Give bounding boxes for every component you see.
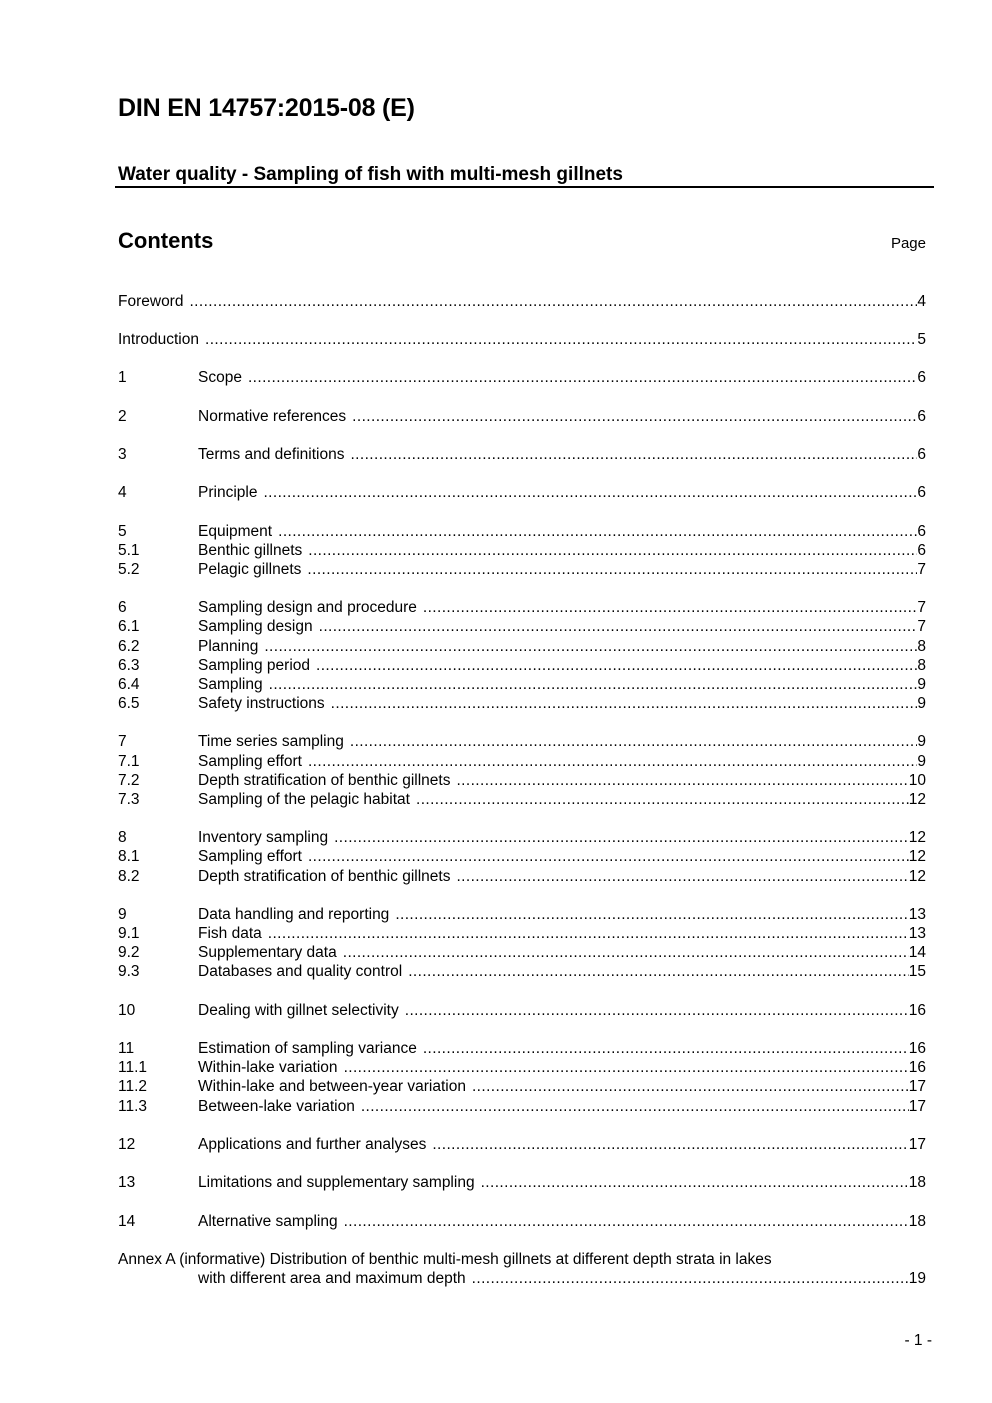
toc-entry[interactable] [118,694,926,714]
document-title: DIN EN 14757:2015-08 (E) [118,94,415,122]
toc-entry[interactable] [118,962,926,982]
toc-leader [268,924,909,944]
toc-entry-title: Scope [198,369,242,386]
toc-entry-title: Normative references [198,408,347,425]
toc-entry-page: 6 [917,484,926,501]
toc-leader [361,1097,909,1117]
toc-entry-page: 9 [917,753,926,770]
toc-entry-page: 13 [908,925,926,942]
toc-entry-title: Within-lake and between-year variation [198,1078,466,1095]
toc-entry[interactable] [118,732,926,752]
toc-entry-title: Depth stratification of benthic gillnets [198,868,451,885]
toc-entry-page: 16 [908,1059,926,1076]
toc-entry[interactable] [118,617,926,637]
toc-leader [350,732,918,752]
toc-entry[interactable] [118,368,926,388]
toc-entry-page: 6 [917,446,926,463]
toc-entry[interactable] [118,1077,926,1097]
toc-entry[interactable] [118,483,926,503]
toc-entry-page: 12 [908,848,926,865]
toc-entry[interactable] [118,522,926,542]
toc-leader [278,522,917,542]
title-divider [115,186,934,188]
toc-leader [456,771,908,791]
toc-entry-number: 6.3 [118,657,140,674]
toc-entry-title: Pelagic gillnets [198,561,302,578]
document-subtitle: Water quality - Sampling of fish with multi-mesh gillnets [118,164,623,185]
toc-entry-title: Sampling effort [198,753,302,770]
toc-entry[interactable] [118,1001,926,1021]
page-column-label: Page [890,235,926,252]
toc-entry-page: 12 [908,868,926,885]
toc-entry-title: Sampling of the pelagic habitat [198,791,410,808]
toc-leader [263,483,917,503]
toc-entry-title: Estimation of sampling variance [198,1040,417,1057]
toc-entry[interactable] [118,752,926,772]
toc-entry-title: Applications and further analyses [198,1136,427,1153]
toc-entry-page: 14 [908,944,926,961]
toc-entry-title: Inventory sampling [198,829,329,846]
toc-leader [264,637,917,657]
toc-entry[interactable] [118,790,926,810]
toc-entry[interactable] [118,637,926,657]
toc-entry-title: Between-lake variation [198,1098,355,1115]
toc-entry-title: Dealing with gillnet selectivity [198,1002,399,1019]
toc-entry[interactable] [118,828,926,848]
toc-entry[interactable] [118,1097,926,1117]
toc-entry-title: Sampling [198,676,263,693]
toc-entry-title: Alternative sampling [198,1213,338,1230]
toc-entry-title: Terms and definitions [198,446,345,463]
toc-entry-number: 7 [118,733,127,750]
toc-leader [472,1269,909,1289]
toc-entry-page: 8 [917,657,926,674]
toc-leader [423,1039,909,1059]
toc-entry-annex-a-continued[interactable] [118,1269,926,1289]
toc-entry-title: Sampling design and procedure [198,599,417,616]
toc-entry-title: Benthic gillnets [198,542,303,559]
toc-entry-page: 6 [917,408,926,425]
toc-entry[interactable] [118,560,926,580]
toc-entry-page: 17 [908,1098,926,1115]
toc-entry-number: 7.1 [118,753,140,770]
toc-entry-title: Time series sampling [198,733,344,750]
toc-entry-number: 9.3 [118,963,140,980]
toc-entry-number: 5 [118,523,127,540]
toc-leader [316,656,917,676]
toc-entry-introduction[interactable] [118,330,926,350]
toc-entry-page: 12 [908,791,926,808]
toc-entry-page: 4 [917,293,926,310]
toc-leader [343,943,909,963]
toc-leader [269,675,918,695]
toc-entry-page: 9 [917,733,926,750]
toc-entry-title: Safety instructions [198,695,325,712]
toc-entry-page: 19 [908,1270,926,1287]
toc-entry-page: 6 [917,523,926,540]
toc-annex-title-line2: with different area and maximum depth [198,1270,466,1287]
toc-entry[interactable] [118,445,926,465]
toc-entry-page: 18 [908,1213,926,1230]
toc-entry[interactable] [118,847,926,867]
toc-entry-number: 2 [118,408,127,425]
toc-leader [308,752,917,772]
toc-entry[interactable] [118,541,926,561]
toc-entry-number: 9.1 [118,925,140,942]
toc-entry-number: 13 [118,1174,136,1191]
toc-leader [352,407,917,427]
toc-entry[interactable] [118,1173,926,1193]
toc-entry[interactable] [118,1058,926,1078]
toc-entry[interactable] [118,656,926,676]
toc-entry-page: 17 [908,1078,926,1095]
toc-entry-page: 6 [917,369,926,386]
toc-entry-title: Planning [198,638,259,655]
toc-leader [334,828,909,848]
toc-entry-number: 5.1 [118,542,140,559]
toc-entry-number: 8 [118,829,127,846]
toc-entry-page: 13 [908,906,926,923]
toc-entry-page: 12 [908,829,926,846]
toc-entry[interactable] [118,1135,926,1155]
toc-entry-number: 6 [118,599,127,616]
toc-leader [481,1173,909,1193]
toc-entry-number: 5.2 [118,561,140,578]
toc-entry-page: 18 [908,1174,926,1191]
toc-entry-number: 8.2 [118,868,140,885]
toc-entry-title: Depth stratification of benthic gillnets [198,772,451,789]
toc-leader [416,790,909,810]
toc-entry[interactable] [118,598,926,618]
toc-entry[interactable] [118,1212,926,1232]
toc-entry-number: 11.2 [118,1078,148,1095]
toc-leader [319,617,918,637]
toc-entry-number: 6.1 [118,618,140,635]
toc-entry-number: 7.2 [118,772,140,789]
toc-entry[interactable] [118,771,926,791]
toc-leader [308,541,917,561]
contents-heading: Contents [118,228,214,253]
toc-entry-page: 7 [917,618,926,635]
toc-entry-annex-a[interactable] [118,1250,926,1270]
toc-leader [350,445,917,465]
toc-entry[interactable] [118,924,926,944]
toc-entry-number: 6.4 [118,676,140,693]
toc-entry-page: 6 [917,542,926,559]
toc-entry-title: Data handling and reporting [198,906,390,923]
toc-entry[interactable] [118,407,926,427]
toc-entry-page: 8 [917,638,926,655]
toc-entry-title: Introduction [118,331,199,348]
toc-leader [307,560,917,580]
toc-entry-number: 4 [118,484,127,501]
toc-entry-number: 11.3 [118,1098,148,1115]
toc-leader [308,847,909,867]
toc-annex-title-line1: Annex A (informative) Distribution of benthic multi-mesh gillnets at different depth strata in lakes [118,1251,772,1268]
toc-entry-title: Within-lake variation [198,1059,338,1076]
toc-entry-page: 10 [908,772,926,789]
toc-entry-page: 15 [908,963,926,980]
toc-leader [248,368,917,388]
toc-entry-page: 7 [917,599,926,616]
toc-entry-number: 11 [118,1040,135,1057]
toc-entry-title: Foreword [118,293,184,310]
toc-entry[interactable] [118,867,926,887]
toc-leader [456,867,908,887]
toc-leader [344,1058,909,1078]
toc-entry-foreword[interactable] [118,292,926,312]
toc-entry[interactable] [118,675,926,695]
toc-leader [408,962,909,982]
toc-leader [405,1001,909,1021]
toc-entry-page: 17 [908,1136,926,1153]
toc-leader [472,1077,909,1097]
page-number: - 1 - [904,1332,932,1349]
toc-entry-number: 11.1 [118,1059,148,1076]
toc-entry-page: 5 [917,331,926,348]
toc-entry-title: Limitations and supplementary sampling [198,1174,475,1191]
toc-entry-number: 3 [118,446,127,463]
toc-leader [423,598,918,618]
toc-entry-title: Sampling design [198,618,313,635]
toc-leader [331,694,918,714]
toc-entry-title: Principle [198,484,258,501]
toc-entry-title: Sampling period [198,657,311,674]
toc-entry[interactable] [118,905,926,925]
toc-leader [432,1135,908,1155]
toc-entry-number: 6.2 [118,638,140,655]
toc-entry-page: 7 [917,561,926,578]
toc-entry-number: 1 [118,369,127,386]
toc-leader [189,292,917,312]
toc-leader [205,330,917,350]
toc-entry-number: 12 [118,1136,136,1153]
toc-entry-page: 16 [908,1002,926,1019]
toc-entry-title: Fish data [198,925,262,942]
toc-leader [395,905,908,925]
toc-entry-page: 16 [908,1040,926,1057]
toc-entry-number: 6.5 [118,695,140,712]
toc-entry-number: 10 [118,1002,136,1019]
toc-entry-title: Supplementary data [198,944,337,961]
toc-entry-number: 9 [118,906,127,923]
toc-entry-number: 8.1 [118,848,140,865]
toc-entry-title: Sampling effort [198,848,302,865]
toc-entry[interactable] [118,1039,926,1059]
toc-entry-title: Equipment [198,523,273,540]
toc-entry-page: 9 [917,695,926,712]
toc-entry-page: 9 [917,676,926,693]
toc-entry-title: Databases and quality control [198,963,403,980]
toc-entry[interactable] [118,943,926,963]
toc-entry-number: 7.3 [118,791,140,808]
toc-leader [344,1212,909,1232]
toc-entry-number: 14 [118,1213,136,1230]
toc-entry-number: 9.2 [118,944,140,961]
